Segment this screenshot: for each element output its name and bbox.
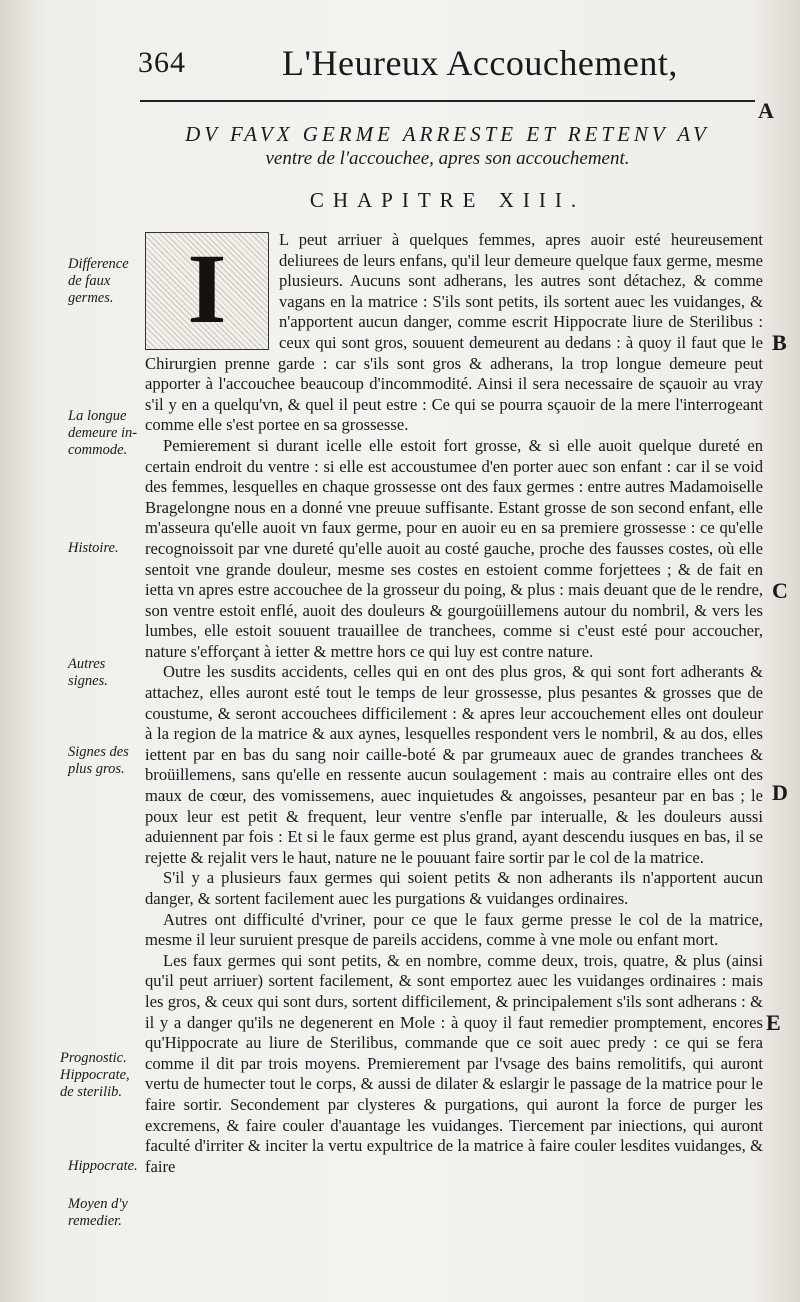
- chapter-title-line-2: ventre de l'accouchee, apres son accouchement.: [265, 148, 630, 169]
- chapter-heading: CHAPITRE XIII.: [309, 188, 586, 212]
- chapter-body: [145, 230, 763, 1177]
- margin-note-hippocrate: Hippocrate.: [68, 1158, 138, 1174]
- signature-mark-a: A: [758, 98, 774, 123]
- page-number: 364: [138, 46, 186, 79]
- ornamental-drop-cap: [145, 232, 269, 350]
- margin-note-moyen: Moyen d'y remedier.: [68, 1196, 128, 1229]
- paragraph-3: Outre les susdits accidents, celles qui en ont des plus gros, & qui sont fort adherants & attachez, elles auront esté tout le temps de leur grossesse, plus pesantes & grosses que de coustume, & seront accouchees difficilement : & apres leur accouchement elles ont douleur à la region de la matrice & aux aynes, lesquelles respondent vers le nombril, & au dos, elles iettent par en bas du sang noir caille-boté & par grumeaux auec de grandes tranchees & broüillemens, sans qu'elle en ressente aucun soulagement : mais au contraire elles ont des maux de cœur, des vomissemens, auec inquietudes & angoisses, pesanteur par en bas ; le poux leur est petit & frequent, leur ventre s'enfle par interualle, & les douleurs aussi aduiennent par fois : Et si le faux germe est plus grand, ayant descendu iusques en bas, il se rejette & rejalit vers le haut, nature ne le pouuant faire sortir par le col de la matrice.: [145, 662, 763, 867]
- margin-note-histoire: Histoire.: [68, 540, 119, 556]
- paragraph-1: L peut arriuer à quelques femmes, apres auoir esté heureusement deliurees de leurs enfans, qu'il leur demeure quelque faux germe, mesme plusieurs. Aucuns sont adherans, les autres sont détachez, & comme vagans en la matrice : S'ils sont petits, ils sortent auec les vuidanges, & n'apportent aucun danger, comme escrit Hippocrate liure de Sterilibus : ceux qui sont gros, souuent demeurent au dedans : à quoy il faut que le Chirurgien prenne garde : car s'ils sont gros & adherans, la trop longue demeure peut apporter à l'accouchee beaucoup d'incommodité. Ainsi il sera necessaire de sçauoir au vray s'il y en a quelqu'vn, & quel il peut estre : Ce qui se pourra sçauoir de la mere l'interrogeant comme elle s'est portee en sa grossesse.: [145, 230, 763, 435]
- header-rule: [140, 100, 755, 102]
- paragraph-5: Autres ont difficulté d'vriner, pour ce que le faux germe presse le col de la matrice, mesme il leur suruient presque de pareils accidens, comme à vne mole ou enfant mort.: [145, 909, 763, 950]
- margin-note-prognostic: Prognostic. Hippocrate, de sterilib.: [60, 1050, 130, 1100]
- paragraph-6: Les faux germes qui sont petits, & en nombre, comme deux, trois, quatre, & plus (ainsi qu'il peut arriuer) sortent facilement, & sont emportez auec les vuidanges ordinaires : mais les gros, & ceux qui sont durs, sortent difficilement, & principalement s'ils sont adherans : & il y a danger qu'ils ne degenerent en Mole : à quoy il faut remedier promptement, encores qu'Hippocrate au liure de Sterilibus, commande que ce soit auec predy : ce qui se fera comme il dit par trois moyens. Premierement par l'vsage des bains remolitifs, qui auront vertu de humecter tout le corps, & aussi de dilater & eslargir le passage de la matrice pour le faire sortir. Secondement par clysteres & purgations, qui auront la force de purger les excremens, & faire couler d'auantage les vuidanges. Tiercement par iniections, qui auront faculté d'irriter & inciter la vertu expultrice de la matrice à faire couler lesdites vuidanges, & faire: [145, 950, 763, 1176]
- running-title: L'Heureux Accouchement,: [282, 43, 678, 83]
- page-header: [130, 40, 760, 90]
- drop-cap-letter: I: [187, 233, 227, 344]
- margin-note-signes-gros: Signes des plus gros.: [68, 744, 129, 777]
- margin-note-difference: Difference de faux germes.: [68, 256, 129, 306]
- signature-mark-e: E: [766, 1010, 781, 1035]
- paragraph-4: S'il y a plusieurs faux germes qui soient petits & non adherants ils n'apportent aucun danger, & sortent facilement auec les purgations & vuidanges ordinaires.: [145, 868, 763, 908]
- chapter-title-line-1: DV FAVX GERME ARRESTE ET RETENV AV: [185, 122, 710, 146]
- margin-note-longue-demeure: La longue demeure in-commode.: [68, 408, 138, 458]
- paragraph-2: Pemierement si durant icelle elle estoit fort grosse, & si elle auoit quelque dureté en certain endroit du ventre : si elle est accoustumee d'en porter auec son enfant : car il se void des femmes, lesquelles en chaque grossesse ont des faux germes : entre autres Madamoiselle Bragelongne nous en a donné vne preuue suffisante. Estant grosse de son second enfant, elle m'asseura qu'elle auoit vn faux germe, pour en auoir eu en sa premiere grossesse : ce qu'elle recognoissoit par vne dureté qu'elle auoit au costé gauche, proche des fausses costes, où elle sentoit vne grande douleur, mesme ses costes en estoient comme forjettees ; & de fait en ietta vn apres estre accouchee de la grosseur du poing, & plus : mais deuant que de le rendre, son ventre estoit enflé, auoit des douleurs & gourgoüillemens autour du nombril, & vers les lumbes, elle estoit souuent trauaillee de tranchees, comme si c'eust esté pour accoucher, nature s'efforçant à ietter & mettre hors ce qui luy est contre nature.: [145, 435, 763, 661]
- signature-mark-d: D: [772, 780, 788, 805]
- signature-mark-c: C: [772, 578, 788, 603]
- signature-mark-b: B: [772, 330, 787, 355]
- margin-note-autres-signes: Autres signes.: [68, 656, 108, 689]
